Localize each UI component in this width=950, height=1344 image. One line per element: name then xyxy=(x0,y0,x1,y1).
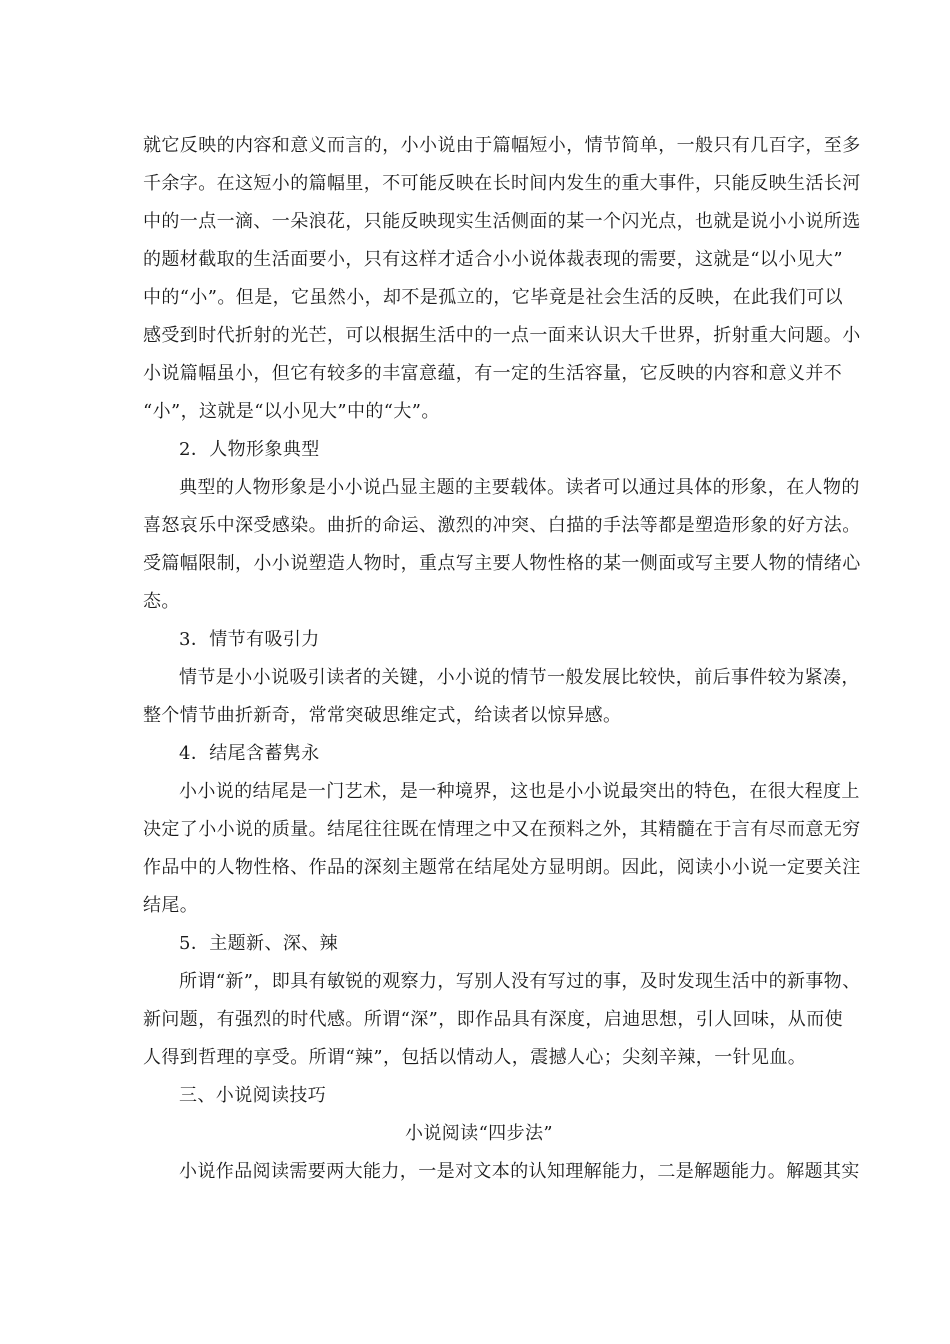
text-line: 小说篇幅虽小，但它有较多的丰富意蕴，有一定的生活容量，它反映的内容和意义并不 xyxy=(143,363,843,384)
text-line: 情节是小小说吸引读者的关键，小小说的情节一般发展比较快，前后事件较为紧凑， xyxy=(179,667,860,688)
text-line: 感受到时代折射的光芒，可以根据生活中的一点一面来认识大千世界，折射重大问题。小 xyxy=(143,325,861,346)
text-line: 人得到哲理的享受。所谓“辣”，包括以情动人，震撼人心；尖刻辛辣，一针见血。 xyxy=(143,1047,807,1068)
section-heading-three: 三、小说阅读技巧 xyxy=(179,1085,327,1106)
section-heading-2: 2．人物形象典型 xyxy=(179,439,320,460)
text-line: 千余字。在这短小的篇幅里，不可能反映在长时间内发生的重大事件，只能反映生活长河 xyxy=(143,173,861,194)
section-heading-3: 3．情节有吸引力 xyxy=(179,629,320,650)
text-line: 中的“小”。但是，它虽然小，却不是孤立的，它毕竟是社会生活的反映，在此我们可以 xyxy=(143,287,844,308)
paragraph-plot xyxy=(143,659,860,735)
text-line: 小小说的结尾是一门艺术，是一种境界，这也是小小说最突出的特色，在很大程度上 xyxy=(179,781,860,802)
paragraph-reading-ability xyxy=(143,1153,860,1191)
text-line: 就它反映的内容和意义而言的，小小说由于篇幅短小，情节简单，一般只有几百字，至多 xyxy=(143,135,861,156)
paragraph-ending xyxy=(143,773,861,925)
section-heading-4: 4．结尾含蓄隽永 xyxy=(179,743,320,764)
text-line: “小”，这就是“以小见大”中的“大”。 xyxy=(143,401,440,422)
text-line: 喜怒哀乐中深受感染。曲折的命运、激烈的冲突、白描的手法等都是塑造形象的好方法。 xyxy=(143,515,861,536)
section-heading-5: 5．主题新、深、辣 xyxy=(179,933,339,954)
text-line: 的题材截取的生活面要小，只有这样才适合小小说体裁表现的需要，这就是“以小见大” xyxy=(143,249,844,270)
text-line: 中的一点一滴、一朵浪花，只能反映现实生活侧面的某一个闪光点，也就是说小小说所选 xyxy=(143,211,861,232)
paragraph-theme xyxy=(143,963,861,1077)
text-line: 所谓“新”，即具有敏锐的观察力，写别人没有写过的事，及时发现生活中的新事物、 xyxy=(179,971,861,992)
paragraph-continuation xyxy=(143,127,861,431)
text-line: 新问题，有强烈的时代感。所谓“深”，即作品具有深度，启迪思想，引人回味，从而使 xyxy=(143,1009,844,1030)
text-line: 小说作品阅读需要两大能力，一是对文本的认知理解能力，二是解题能力。解题其实 xyxy=(179,1161,860,1182)
text-line: 决定了小小说的质量。结尾往往既在情理之中又在预料之外，其精髓在于言有尽而意无穷 xyxy=(143,819,861,840)
document-page xyxy=(143,127,861,1191)
text-line: 结尾。 xyxy=(143,895,199,916)
text-line: 态。 xyxy=(143,591,180,612)
paragraph-character-image xyxy=(143,469,861,621)
centered-title: 小说阅读“四步法” xyxy=(404,1123,553,1144)
text-line: 整个情节曲折新奇，常常突破思维定式，给读者以惊异感。 xyxy=(143,705,622,726)
text-line: 作品中的人物性格、作品的深刻主题常在结尾处方显明朗。因此，阅读小小说一定要关注 xyxy=(143,857,861,878)
text-line: 受篇幅限制，小小说塑造人物时，重点写主要人物性格的某一侧面或写主要人物的情绪心 xyxy=(143,553,861,574)
text-line: 典型的人物形象是小小说凸显主题的主要载体。读者可以通过具体的形象，在人物的 xyxy=(179,477,860,498)
